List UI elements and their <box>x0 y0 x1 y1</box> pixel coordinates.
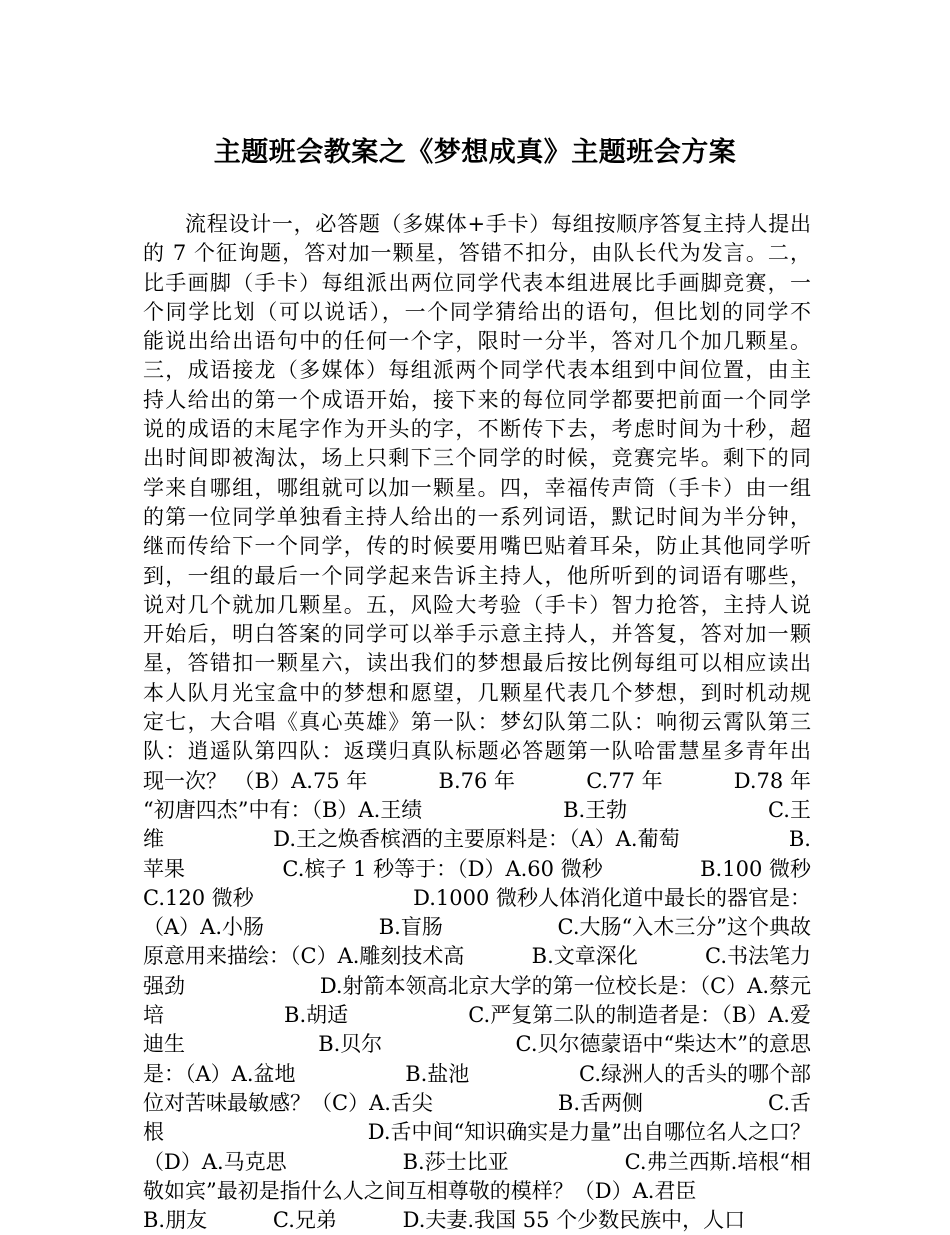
quiz-segment: B.贝尔 <box>318 1032 383 1057</box>
quiz-segment: C.舌 <box>768 1090 811 1115</box>
quiz-segment: D.1000 微秒人体消化道中最长的器官是： <box>413 885 811 910</box>
paragraph-line: 继而传给下一个同学，传的时候要用嘴巴贴着耳朵，防止其他同学听 <box>143 534 811 559</box>
paragraph-line: 的 7 个征询题，答对加一颗星，答错不扣分，由队长代为发言。二， <box>143 241 811 266</box>
paragraph-line: 开始后，明白答案的同学可以举手示意主持人，并答复，答对加一颗 <box>143 622 811 647</box>
quiz-segment: B.胡适 <box>284 1003 349 1028</box>
quiz-segment: D.舌中间“知识确实是力量”出自哪位名人之口？ <box>367 1120 811 1145</box>
paragraph-line: 队：逍遥队第四队：返璞归真队标题必答题第一队哈雷慧星多青年出 <box>143 739 811 764</box>
quiz-segment: 培 <box>143 1003 164 1028</box>
quiz-segment: C.绿洲人的舌头的哪个部 <box>579 1061 811 1086</box>
quiz-segment: C.弗兰西斯.培根“相 <box>624 1149 811 1174</box>
quiz-segment: C.王 <box>767 797 811 822</box>
quiz-line <box>143 1177 811 1206</box>
quiz-segment: C.77 年 <box>586 768 663 793</box>
paragraph-line: 定七，大合唱《真心英雄》第一队：梦幻队第二队：响彻云霄队第三 <box>143 710 811 735</box>
quiz-segment: 维 <box>143 827 164 852</box>
paragraph-line: 比手画脚（手卡）每组派出两位同学代表本组进展比手画脚竞赛，一 <box>143 270 811 295</box>
document-body <box>143 210 811 1235</box>
quiz-segment: B.王勃 <box>563 797 628 822</box>
paragraph-line: 的第一位同学单独看主持人给出的一系列词语，默记时间为半分钟， <box>143 504 811 529</box>
quiz-segment: C.书法笔力 <box>705 944 811 969</box>
quiz-line <box>143 796 811 825</box>
quiz-segment: C.兄弟 <box>272 1208 337 1233</box>
quiz-segment: （D）A.马克思 <box>143 1149 287 1174</box>
quiz-segment: D.78 年 <box>733 768 811 793</box>
paragraph-line: 流程设计一，必答题（多媒体+手卡）每组按顺序答复主持人提出 <box>185 212 811 236</box>
quiz-line <box>143 767 811 796</box>
quiz-line <box>143 1206 811 1235</box>
quiz-segment: D.夫妻.我国 55 个少数民族中，人口 <box>402 1208 746 1233</box>
paragraph-line: 出时间即被淘汰，场上只剩下三个同学的时候，竞赛完毕。剩下的同 <box>143 446 811 471</box>
quiz-segment: 强劲 <box>143 973 185 998</box>
quiz-line <box>143 972 811 1001</box>
paragraph-line: 到，一组的最后一个同学起来告诉主持人，他所听到的词语有哪些， <box>143 563 811 588</box>
paragraph-line: 本人队月光宝盒中的梦想和愿望，几颗星代表几个梦想，到时机动规 <box>143 680 811 705</box>
quiz-segment: C.槟子 1 秒等于：（D）A.60 微秒 <box>282 856 603 881</box>
quiz-segment: （A）A.小肠 <box>143 915 265 940</box>
quiz-line <box>143 855 811 884</box>
quiz-segment: C.120 微秒 <box>143 885 254 910</box>
paragraph-line: 个同学比划（可以说话），一个同学猜给出的语句，但比划的同学不 <box>143 299 811 324</box>
paragraph-line: 能说出给出语句中的任何一个字，限时一分半，答对几个加几颗星。 <box>143 329 811 354</box>
quiz-segment: C.严复第二队的制造者是：（B）A.爱 <box>468 1003 811 1028</box>
quiz-segment: 原意用来描绘：（C）A.雕刻技术高 <box>143 944 465 969</box>
quiz-segment: D.王之焕香槟酒的主要原料是：（A）A.葡萄 <box>273 827 680 852</box>
quiz-segment: B.朋友 <box>143 1208 208 1233</box>
quiz-segment: C.大肠“入木三分”这个典故 <box>557 915 811 940</box>
quiz-segment: B.盐池 <box>405 1061 470 1086</box>
quiz-segment: 是：（A）A.盆地 <box>143 1061 296 1086</box>
quiz-line <box>143 913 811 942</box>
quiz-line <box>143 1089 811 1118</box>
quiz-segment: B. <box>788 827 811 852</box>
quiz-segment: 现一次？ （B）A.75 年 <box>143 768 368 793</box>
quiz-segment: B.100 微秒 <box>700 856 811 881</box>
quiz-line <box>143 825 811 854</box>
quiz-segment: C.贝尔德蒙语中“柴达木”的意思 <box>515 1032 811 1057</box>
quiz-line <box>143 942 811 971</box>
paragraph-line: 三，成语接龙（多媒体）每组派两个同学代表本组到中间位置，由主 <box>143 358 811 383</box>
quiz-segment: B.舌两侧 <box>557 1090 644 1115</box>
quiz-line <box>143 1001 811 1030</box>
quiz-line <box>143 1118 811 1147</box>
quiz-segment: 敬如宾”最初是指什么人之间互相尊敬的模样？（D）A.君臣 <box>143 1178 697 1203</box>
paragraph-line: 学来自哪组，哪组就可以加一颗星。四，幸福传声筒（手卡）由一组 <box>143 475 811 500</box>
quiz-segment: B.盲肠 <box>378 915 443 940</box>
quiz-segment: “初唐四杰”中有：（B）A.王绩 <box>143 797 423 822</box>
quiz-line <box>143 1060 811 1089</box>
quiz-line <box>143 1148 811 1177</box>
quiz-segment: B.文章深化 <box>531 944 638 969</box>
quiz-segment: B.莎士比亚 <box>402 1149 509 1174</box>
quiz-segment: 根 <box>143 1120 164 1145</box>
paragraph-line: 持人给出的第一个成语开始，接下来的每位同学都要把前面一个同学 <box>143 387 811 412</box>
quiz-segment: B.76 年 <box>438 768 516 793</box>
paragraph-line: 说对几个就加几颗星。五，风险大考验（手卡）智力抢答，主持人说 <box>143 592 811 617</box>
document-title: 主题班会教案之《梦想成真》主题班会方案 <box>213 137 737 168</box>
paragraph-line: 说的成语的末尾字作为开头的字，不断传下去，考虑时间为十秒，超 <box>143 417 811 442</box>
quiz-line <box>143 884 811 913</box>
quiz-line <box>143 1030 811 1059</box>
paragraph-line: 星，答错扣一颗星六，读出我们的梦想最后按比例每组可以相应读出 <box>143 651 811 676</box>
quiz-segment: 位对苦味最敏感？（C）A.舌尖 <box>143 1090 433 1115</box>
quiz-segment: D.射箭本领高北京大学的第一位校长是：（C）A.蔡元 <box>319 973 811 998</box>
quiz-segment: 迪生 <box>143 1032 185 1057</box>
quiz-segment: 苹果 <box>143 856 185 881</box>
